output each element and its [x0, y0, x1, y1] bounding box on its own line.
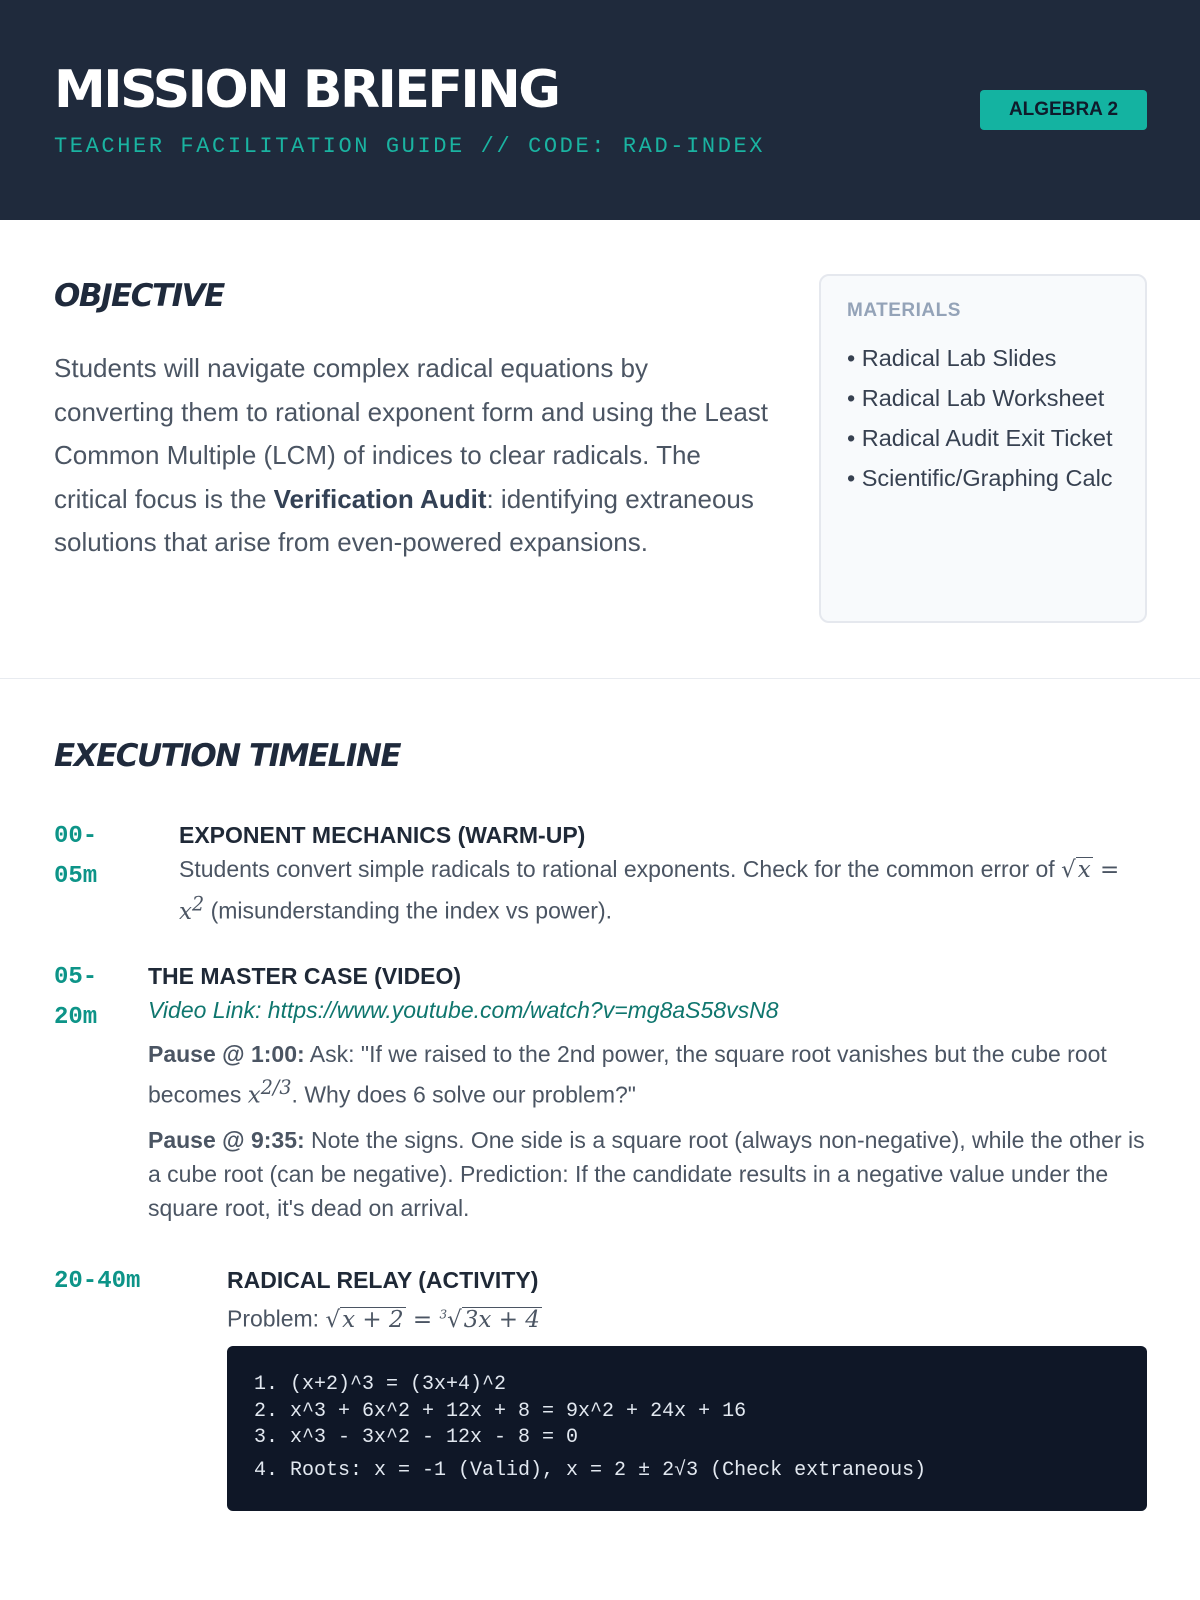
page-subtitle: TEACHER FACILITATION GUIDE // CODE: RAD-INDEX: [54, 134, 766, 159]
objective-highlight: Verification Audit: [273, 483, 487, 514]
timeline-step: [227, 1263, 1147, 1337]
objective-text: Students will navigate complex radical equations by converting them to rational exponent form and using the Least Common Multiple (LCM) of indices to clear radicals. The critical focus is the Verification Audit: identifying extraneous solutions that arise from even-powered expansions.: [54, 353, 768, 557]
step-title: EXPONENT MECHANICS (WARM-UP): [179, 822, 586, 848]
materials-item: • Radical Lab Slides: [847, 345, 1057, 371]
materials-item: • Radical Lab Worksheet: [847, 385, 1105, 411]
materials-list: [847, 342, 1119, 495]
step-title: THE MASTER CASE (VIDEO): [148, 963, 462, 989]
step-time: 05-20m: [54, 964, 98, 1031]
timeline-step: [148, 959, 1148, 1225]
code-line: 4. Roots: x = -1 (Valid), x = 2 ± 2√3 (Check extraneous): [254, 1458, 927, 1482]
subject-badge: ALGEBRA 2: [980, 90, 1147, 130]
code-line: 2. x^3 + 6x^2 + 12x + 8 = 9x^2 + 24x + 16: [254, 1399, 747, 1423]
page-title: MISSION BRIEFING: [54, 60, 559, 120]
materials-item: • Radical Audit Exit Ticket: [847, 425, 1113, 451]
pause-note: Pause @ 9:35: Note the signs. One side is a square root (always non-negative), while the other is a cube root (can be negative). Prediction: If the candidate results in a negative value under the square root, it's dead on arrival.: [148, 1126, 1145, 1221]
header-banner: [0, 0, 1200, 220]
video-link[interactable]: Video Link: https://www.youtube.com/watch?v=mg8aS58vsN8: [148, 997, 779, 1023]
code-line: 1. (x+2)^3 = (3x+4)^2: [254, 1373, 507, 1396]
problem-text: Problem: √x + 2 = $^3$√3x + 4: [227, 1305, 540, 1333]
materials-card: [819, 274, 1147, 623]
timeline-heading: EXECUTION TIMELINE: [54, 738, 401, 774]
solution-code-block: [227, 1346, 1147, 1511]
step-title: RADICAL RELAY (ACTIVITY): [227, 1267, 539, 1293]
code-line: 3. x^3 - 3x^2 - 12x - 8 = 0: [254, 1426, 579, 1449]
objective-heading: OBJECTIVE: [54, 278, 224, 314]
section-divider: [0, 678, 1200, 679]
step-time: 00-05m: [54, 823, 98, 890]
step-time: 20-40m: [54, 1268, 141, 1295]
timeline-step: [179, 818, 1149, 929]
step-text: Students convert simple radicals to rational exponents. Check for the common error of $√x = x^2$ (misunderstanding the index vs power).: [179, 856, 1120, 925]
materials-item: • Scientific/Graphing Calc: [847, 465, 1113, 491]
pause-note: Pause @ 1:00: Ask: "If we raised to the 2nd power, the square root vanishes but the cube root becomes $x^{2/3}$. Why does 6 solve our problem?": [148, 1041, 1107, 1109]
materials-title: MATERIALS: [847, 300, 961, 321]
